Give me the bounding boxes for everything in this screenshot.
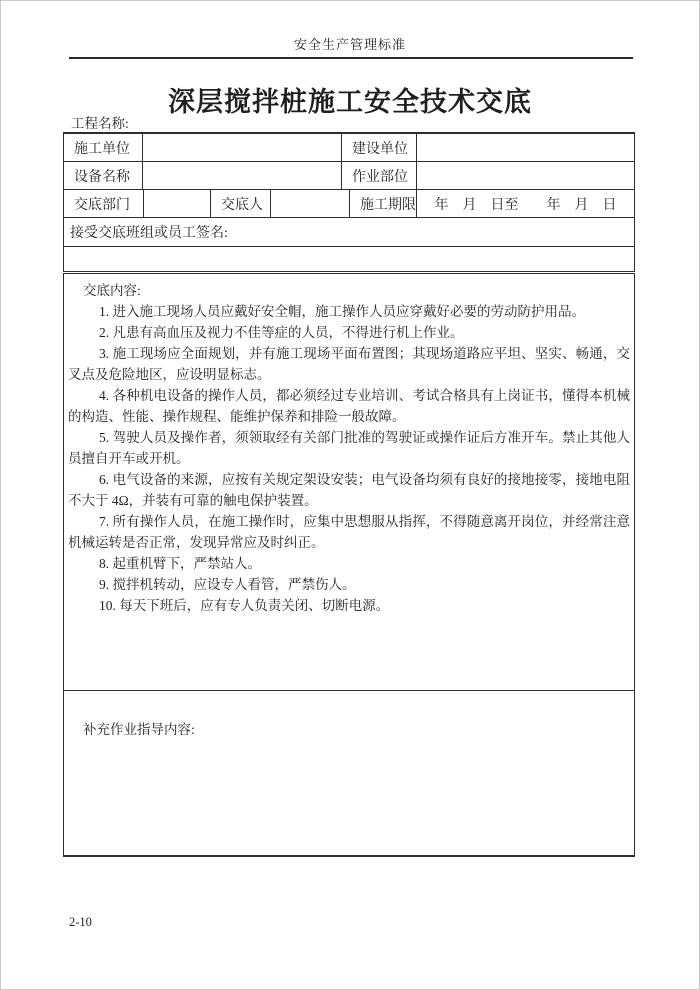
field-disclosure-dept: [144, 190, 211, 217]
label-discloser: 交底人: [211, 190, 271, 217]
content-item: 8. 起重机臂下，严禁站人。: [99, 556, 261, 571]
label-equipment-name: 设备名称: [64, 162, 143, 189]
table-row-signature-space: [64, 247, 634, 271]
field-discloser: [271, 190, 350, 217]
content-item: 5. 驾驶人员及操作者，须领取经有关部门批准的驾驶证或操作证后方准开车。禁止其他人员擅自开车或开机。: [68, 430, 630, 466]
content-item: 3. 施工现场应全面规划，并有施工现场平面布置图；其现场道路应平坦、坚实、畅通，交叉点及危险地区，应设明显标志。: [68, 346, 630, 382]
page-number: 2-10: [69, 915, 92, 929]
table-row-units: [64, 134, 634, 162]
disclosure-content-section: [64, 274, 634, 691]
project-name-label: 工程名称:: [71, 116, 129, 131]
field-equipment-name: [143, 162, 342, 189]
field-construction-period: 年 月 日至 年 月 日: [434, 197, 617, 213]
label-work-location: 作业部位: [342, 162, 417, 189]
label-client-unit: 建设单位: [342, 134, 417, 161]
field-construction-unit: [143, 134, 342, 161]
content-item: 10. 每天下班后，应有专人负责关闭、切断电源。: [99, 598, 390, 613]
supplement-section: [64, 691, 634, 740]
label-construction-unit: 施工单位: [64, 134, 143, 161]
table-row-equipment: [64, 162, 634, 190]
content-box: [63, 273, 635, 857]
doc-standard-header: 安全生产管理标准: [293, 37, 406, 52]
content-item: 7. 所有操作人员，在施工操作时，应集中思想服从指挥，不得随意离开岗位，并经常注意机械运转是否正常，发现异常应及时纠正。: [68, 514, 630, 550]
content-item: 1. 进入施工现场人员应戴好安全帽，施工操作人员应穿戴好必要的劳动防护用品。: [99, 304, 585, 319]
table-row-signature: [64, 218, 634, 247]
content-item: 4. 各种机电设备的操作人员，都必须经过专业培训、考试合格具有上岗证书，懂得本机械的构造、性能、操作规程、能维护保养和排险一般故障。: [68, 388, 630, 424]
signature-blank-space: [64, 247, 634, 271]
signature-label: 接受交底班组或员工签名:: [70, 226, 228, 241]
header-rule: [69, 57, 633, 59]
field-work-location: [417, 162, 634, 189]
content-item: 9. 搅拌机转动，应设专人看管，严禁伤人。: [99, 577, 356, 592]
content-heading: 交底内容:: [83, 283, 141, 298]
label-disclosure-dept: 交底部门: [64, 190, 144, 217]
info-table: [63, 132, 635, 272]
content-item: 2. 凡患有高血压及视力不佳等症的人员，不得进行机上作业。: [99, 325, 464, 340]
table-row-disclosure: [64, 190, 634, 218]
supplement-heading: 补充作业指导内容:: [83, 722, 195, 737]
label-construction-period: 施工期限: [350, 190, 417, 217]
page-title: 深层搅拌桩施工安全技术交底: [168, 87, 532, 117]
field-client-unit: [417, 134, 634, 161]
content-item: 6. 电气设备的来源，应按有关规定架设安装；电气设备均须有良好的接地接零，接地电阻不大于 4Ω，并装有可靠的触电保护装置。: [68, 472, 630, 508]
